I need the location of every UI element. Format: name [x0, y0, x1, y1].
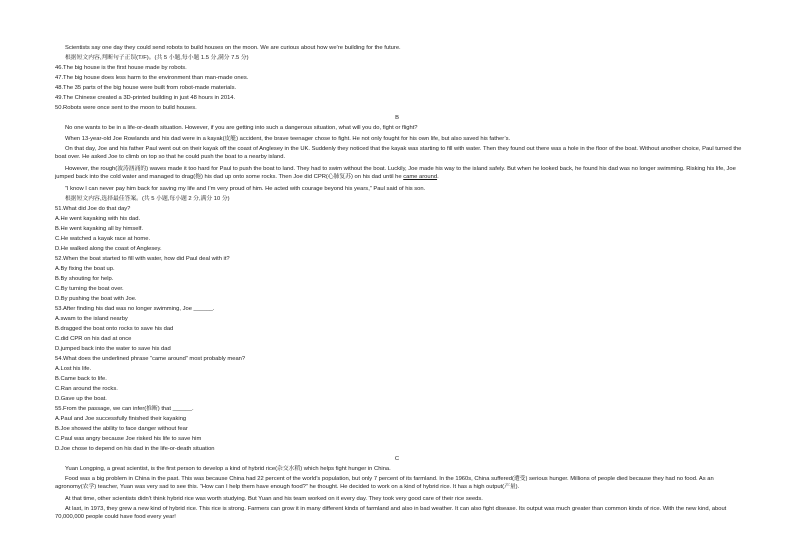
- question-51-stem: 51.What did Joe do that day?: [55, 206, 131, 212]
- underlined-phrase: came around: [403, 174, 438, 180]
- section-c-label: C: [394, 456, 400, 462]
- question-48: 48.The 35 parts of the big house were built from robot-made materials.: [55, 85, 237, 91]
- question-54-option-a: A.Lost his life.: [55, 366, 92, 372]
- question-55-stem: 55.From the passage, we can infer(推断) that ______.: [55, 406, 194, 412]
- question-52-option-d: D.By pushing the boat with Joe.: [55, 296, 137, 302]
- question-51-option-d: D.He walked along the coast of Anglesey.: [55, 246, 162, 252]
- underlined-phrase-tail: .: [437, 174, 439, 180]
- part-a-closing-line: Scientists say one day they could send robots to build houses on the moon. We are curious about how we’re building for the future.: [65, 45, 401, 51]
- question-47: 47.The big house does less harm to the environment than man-made ones.: [55, 75, 249, 81]
- passage-b-paragraph-4-text: However, the rough(波涛汹涌的) waves made it too hard for Paul to push the boat to land. They had to swim without the boat. Luckily, Joe made his way to the island safely. But when he looked back, he found his dad was no longer swimming. Risking his life, Joe jumped back into the cold water and managed to drag(拖) his dad up onto some rocks. Then Joe did CPR(心肺复苏) on his dad until he: [55, 166, 736, 180]
- passage-c-paragraph-3: At that time, other scientists didn’t think hybrid rice was worth studying. But Yuan and his team worked on it every day. They took very good care of their rice seeds.: [65, 496, 483, 502]
- question-51-option-b: B.He went kayaking all by himself.: [55, 226, 143, 232]
- passage-b-paragraph-1: No one wants to be in a life-or-death situation. However, if you are getting into such a dangerous situation, what will you do, fight or flight?: [65, 125, 418, 131]
- question-53-option-a: A.swam to the island nearby: [55, 316, 128, 322]
- passage-c-paragraph-1: Yuan Longping, a great scientist, is the first person to develop a kind of hybrid rice(杂交水稻) which helps fight hunger in China.: [65, 466, 391, 472]
- question-52-option-a: A.By fixing the boat up.: [55, 266, 115, 272]
- question-55-option-d: D.Joe chose to depend on his dad in the life-or-death situation: [55, 446, 215, 452]
- passage-b-paragraph-3: On that day, Joe and his father Paul went out on their kayak off the coast of Anglesey in the UK. Suddenly they noticed that the kayak was starting to fill with water. Then they found out there was a hole in the floor of the boat. Without another choice, Paul turned the boat over. He asked Joe to climb on top so that he could push the boat to a nearby island.: [55, 146, 742, 160]
- passage-b-paragraph-4: [55, 165, 745, 181]
- passage-c-paragraph-4: At last, in 1973, they grew a new kind of hybrid rice. This rice is strong. Farmers can grow it in many different kinds of farmland and also in bad weather. It can also fight disease. Its output was much greater than common kinds of rice. With the new kind, about 70,000,000 people could have food every year!: [55, 506, 727, 520]
- question-52-option-b: B.By shouting for help.: [55, 276, 114, 282]
- part-b-instruction: 根据短文内容,选择最佳答案。(共 5 小题,每小题 2 分,满分 10 分): [65, 196, 230, 202]
- question-54-option-b: B.Came back to life.: [55, 376, 107, 382]
- question-53-option-d: D.jumped back into the water to save his dad: [55, 346, 171, 352]
- question-55-option-c: C.Paul was angry because Joe risked his life to save him: [55, 436, 202, 442]
- question-53-stem: 53.After finding his dad was no longer swimming, Joe ______.: [55, 306, 215, 312]
- question-50: 50.Robots were once sent to the moon to build houses.: [55, 105, 197, 111]
- question-49: 49.The Chinese created a 3D-printed building in just 48 hours in 2014.: [55, 95, 236, 101]
- question-55-option-b: B.Joe showed the ability to face danger without fear: [55, 426, 188, 432]
- question-53-option-b: B.dragged the boat onto rocks to save his dad: [55, 326, 174, 332]
- question-51-option-c: C.He watched a kayak race at home.: [55, 236, 151, 242]
- question-46: 46.The big house is the first house made by robots.: [55, 65, 187, 71]
- part-a-instruction: 根据短文内容,判断句子正误(T/F)。(共 5 小题,每小题 1.5 分,满分 7.5 分): [65, 55, 249, 61]
- section-b-label: B: [395, 115, 399, 121]
- passage-c-paragraph-2: Food was a big problem in China in the past. This was because China had 22 percent of the world’s population, but only 7 percent of its farmland. In the 1960s, China suffered(遭受) serious hunger. Millions of people died because they had no food. As an agronomy(农学) teacher, Yuan was very sad to see this. “How can I help them have enough food?” he thought. He decided to work on a kind of hybrid rice. It has a high output(产量).: [55, 476, 714, 490]
- question-54-stem: 54.What does the underlined phrase “came around” most probably mean?: [55, 356, 246, 362]
- question-54-option-d: D.Gave up the boat.: [55, 396, 107, 402]
- question-51-option-a: A.He went kayaking with his dad.: [55, 216, 141, 222]
- question-55-option-a: A.Paul and Joe successfully finished their kayaking: [55, 416, 187, 422]
- question-54-option-c: C.Ran around the rocks.: [55, 386, 118, 392]
- question-52-stem: 52.When the boat started to fill with water, how did Paul deal with it?: [55, 256, 230, 262]
- question-53-option-c: C.did CPR on his dad at once: [55, 336, 132, 342]
- passage-b-paragraph-2: When 13-year-old Joe Rowlands and his dad were in a kayak(皮艇) accident, the brave teenager chose to fight. He not only fought for his own life, but also saved his father’s.: [65, 136, 511, 142]
- passage-b-paragraph-5: “I know I can never pay him back for saving my life and I’m very proud of him. He acted with courage beyond his years,” Paul said of his son.: [65, 186, 426, 192]
- question-52-option-c: C.By turning the boat over.: [55, 286, 124, 292]
